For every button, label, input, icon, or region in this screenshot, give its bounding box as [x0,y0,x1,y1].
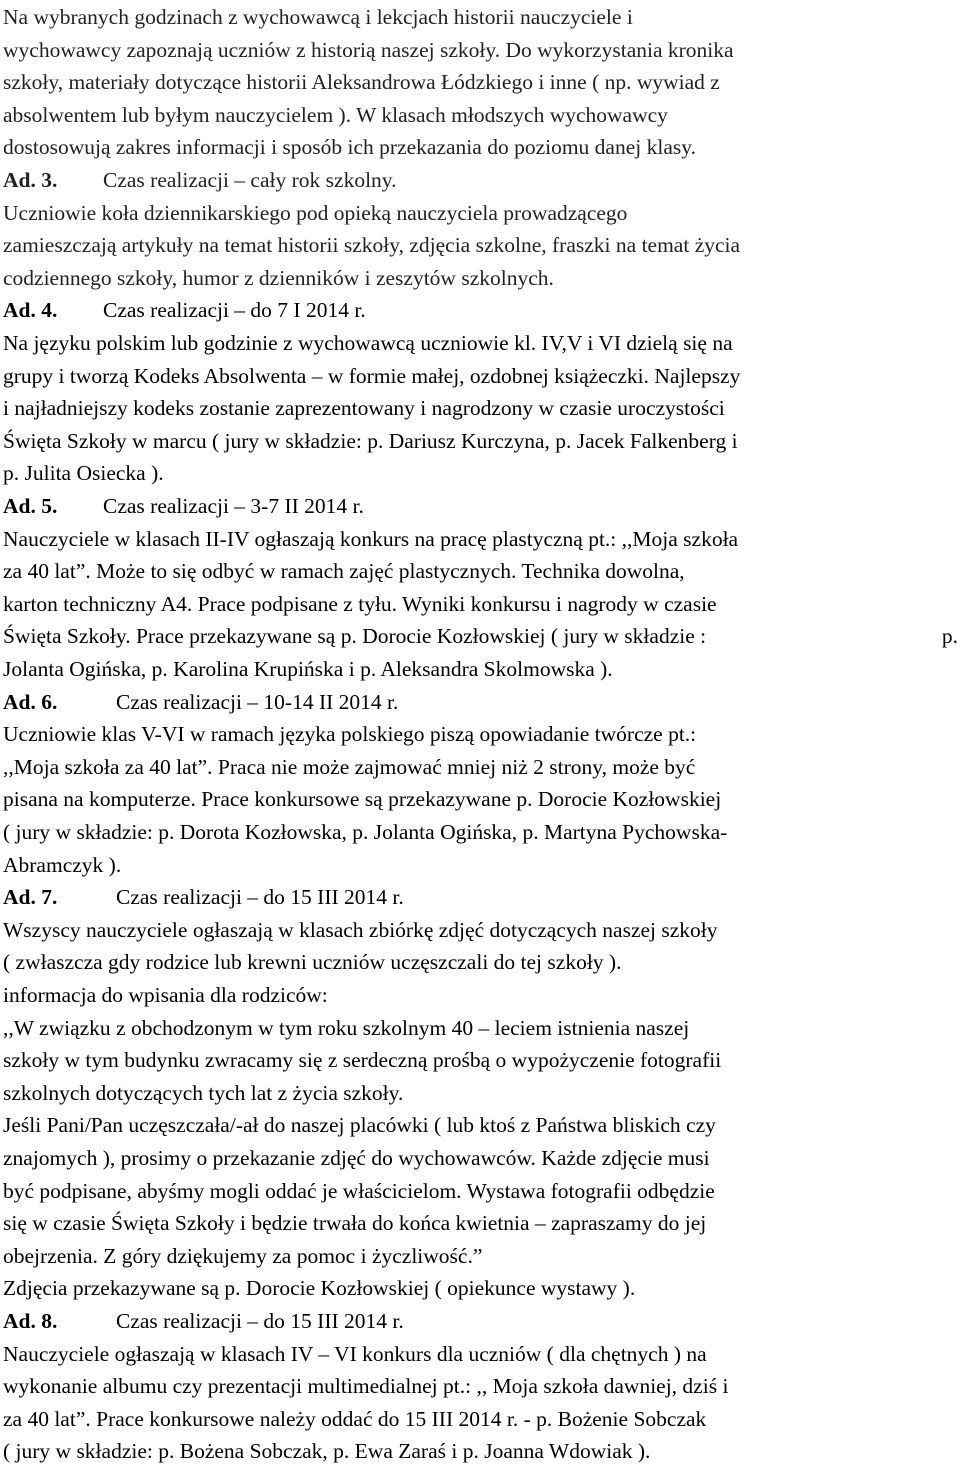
line-text: szkolnych dotyczących tych lat z życia szkoły. [3,1080,404,1105]
text-line [3,1242,482,1270]
line-text: ( jury w składzie: p. Bożena Sobczak, p. Ewa Zaraś i p. Joanna Wdowiak ). [3,1439,651,1464]
section-heading-line [3,1307,404,1335]
text-line [3,655,613,683]
text-line [3,1405,706,1433]
line-text: Abramczyk ). [3,852,122,877]
section-heading-line [3,492,364,520]
line-text: się w czasie Święta Szkoły i będzie trwała do końca kwietnia – zapraszamy do jej [3,1211,707,1236]
line-tail-text: p. [941,624,958,649]
line-text: wychowawcy zapoznają uczniów z historią naszej szkoły. Do wykorzystania kronika [3,37,734,62]
line-text: za 40 lat”. Może to się odbyć w ramach zajęć plastycznych. Technika dowolna, [3,559,685,584]
line-text: Wszyscy nauczyciele ogłaszają w klasach zbiórkę zdjęć dotyczących naszej szkoły [3,917,718,942]
line-text: informacja do wpisania dla rodziców: [3,983,328,1007]
text-line [3,68,720,96]
section-label: Ad. 7. [3,885,58,910]
text-line [3,1274,635,1302]
line-text: za 40 lat”. Prace konkursowe należy oddać do 15 III 2014 r. - p. Bożenie Sobczak [3,1406,707,1431]
line-text: ( jury w składzie: p. Dorota Kozłowska, p. Jolanta Ogińska, p. Martyna Pychowska- [3,820,728,844]
text-line [3,1079,403,1107]
section-time-text: Czas realizacji – 10-14 II 2014 r. [116,689,399,714]
line-text: grupy i tworzą Kodeks Absolwenta – w formie małej, ozdobnej książeczki. Najlepszy [3,363,741,388]
line-text: pisana na komputerze. Prace konkursowe są przekazywane p. Dorocie Kozłowskiej [3,787,722,812]
line-text: Nauczyciele w klasach II-IV ogłaszają konkurs na pracę plastyczną pt.: ,,Moja szkoła [3,526,739,551]
text-line [3,622,958,650]
line-text: szkoły, materiały dotyczące historii Aleksandrowa Łódzkiego i inne ( np. wywiad z [3,70,720,95]
line-text: wykonanie albumu czy prezentacji multimedialnej pt.: ,, Moja szkoła dawniej, dziś i [3,1374,729,1399]
section-label: Ad. 5. [3,494,58,518]
line-text: Nauczyciele ogłaszają w klasach IV – VI konkurs dla uczniów ( dla chętnych ) na [3,1341,707,1366]
text-line [3,133,696,161]
section-time-text: Czas realizacji – 3-7 II 2014 r. [103,494,364,518]
text-line [3,753,695,781]
line-text: obejrzenia. Z góry dziękujemy za pomoc i życzliwość.” [3,1243,483,1268]
line-text: absolwentem lub byłym nauczycielem ). W klasach młodszych wychowawcy [3,102,668,127]
text-line [3,101,668,129]
text-line [3,818,727,846]
text-line [3,231,740,259]
text-line [3,1372,728,1400]
section-time-text: Czas realizacji – cały rok szkolny. [103,168,397,192]
section-label: Ad. 8. [3,1309,58,1333]
text-line [3,916,718,944]
text-line [3,199,627,227]
text-line [3,394,725,422]
line-text: zamieszczają artykuły na temat historii szkoły, zdjęcia szkolne, fraszki na temat życia [3,233,741,258]
text-line [3,948,621,976]
text-line [3,1340,707,1368]
line-text: p. Julita Osiecka ). [3,461,164,486]
section-time-text: Czas realizacji – do 15 III 2014 r. [116,1309,404,1333]
line-text: Jeśli Pani/Pan uczęszczała/-ał do naszej placówki ( lub ktoś z Państwa bliskich czy [3,1113,716,1138]
line-text: ,,W związku z obchodzonym w tym roku szkolnym 40 – leciem istnienia naszej [3,1015,690,1040]
line-text: Na wybranych godzinach z wychowawcą i lekcjach historii nauczyciele i [3,5,633,29]
text-line [3,525,738,553]
line-text: Święta Szkoły. Prace przekazywane są p. Dorocie Kozłowskiej ( jury w składzie : [3,624,707,649]
line-text: Jolanta Ogińska, p. Karolina Krupińska i p. Aleksandra Skolmowska ). [3,657,613,681]
line-text: dostosowują zakres informacji i sposób ich przekazania do poziomu danej klasy. [3,135,696,160]
section-heading-line [3,166,397,194]
section-label: Ad. 3. [3,168,58,192]
section-time-text: Czas realizacji – do 7 I 2014 r. [103,298,366,323]
text-line [3,1437,650,1465]
text-line [3,3,633,31]
text-line [3,329,733,357]
text-line [3,851,121,879]
text-line [3,1046,721,1074]
line-text: karton techniczny A4. Prace podpisane z tyłu. Wyniki konkursu i nagrody w czasie [3,591,717,616]
section-heading-line [3,883,404,911]
line-text: codziennego szkoły, humor z dzienników i zeszytów szkolnych. [3,265,554,290]
line-text: Zdjęcia przekazywane są p. Dorocie Kozłowskiej ( opiekunce wystawy ). [3,1276,636,1301]
text-line [3,1144,710,1172]
text-line [3,981,328,1009]
text-line [3,1177,715,1205]
line-text: Uczniowie koła dziennikarskiego pod opieką nauczyciela prowadzącego [3,200,628,225]
line-text: Uczniowie klas V-VI w ramach języka polskiego piszą opowiadanie twórcze pt.: [3,722,697,747]
section-time-text: Czas realizacji – do 15 III 2014 r. [116,885,404,910]
text-line [3,459,164,487]
text-line [3,1209,706,1237]
line-text: ( zwłaszcza gdy rodzice lub krewni uczniów uczęszczali do tej szkoły ). [3,950,622,975]
line-text: Święta Szkoły w marcu ( jury w składzie: p. Dariusz Kurczyna, p. Jacek Falkenberg i [3,428,738,453]
text-line [3,362,740,390]
text-line [3,590,717,618]
section-label: Ad. 6. [3,689,58,714]
line-text: być podpisane, abyśmy mogli oddać je właścicielom. Wystawa fotografii odbędzie [3,1178,715,1203]
line-text: znajomych ), prosimy o przekazanie zdjęć do wychowawców. Każde zdjęcie musi [3,1146,710,1170]
line-text: i najładniejszy kodeks zostanie zaprezentowany i nagrodzony w czasie uroczystości [3,396,725,421]
text-line [3,1111,716,1139]
text-line [3,720,696,748]
text-line [3,1014,689,1042]
text-line [3,264,554,292]
text-line [3,557,685,585]
section-heading-line [3,296,366,324]
text-line [3,36,734,64]
line-text: Na języku polskim lub godzinie z wychowawcą uczniowie kl. IV,V i VI dzielą się na [3,331,733,355]
line-text: ,,Moja szkoła za 40 lat”. Praca nie może zajmować mniej niż 2 strony, może być [3,754,696,779]
text-line [3,427,738,455]
section-label: Ad. 4. [3,298,58,323]
section-heading-line [3,688,398,716]
line-text: szkoły w tym budynku zwracamy się z serdeczną prośbą o wypożyczenie fotografii [3,1048,722,1073]
text-line [3,785,721,813]
